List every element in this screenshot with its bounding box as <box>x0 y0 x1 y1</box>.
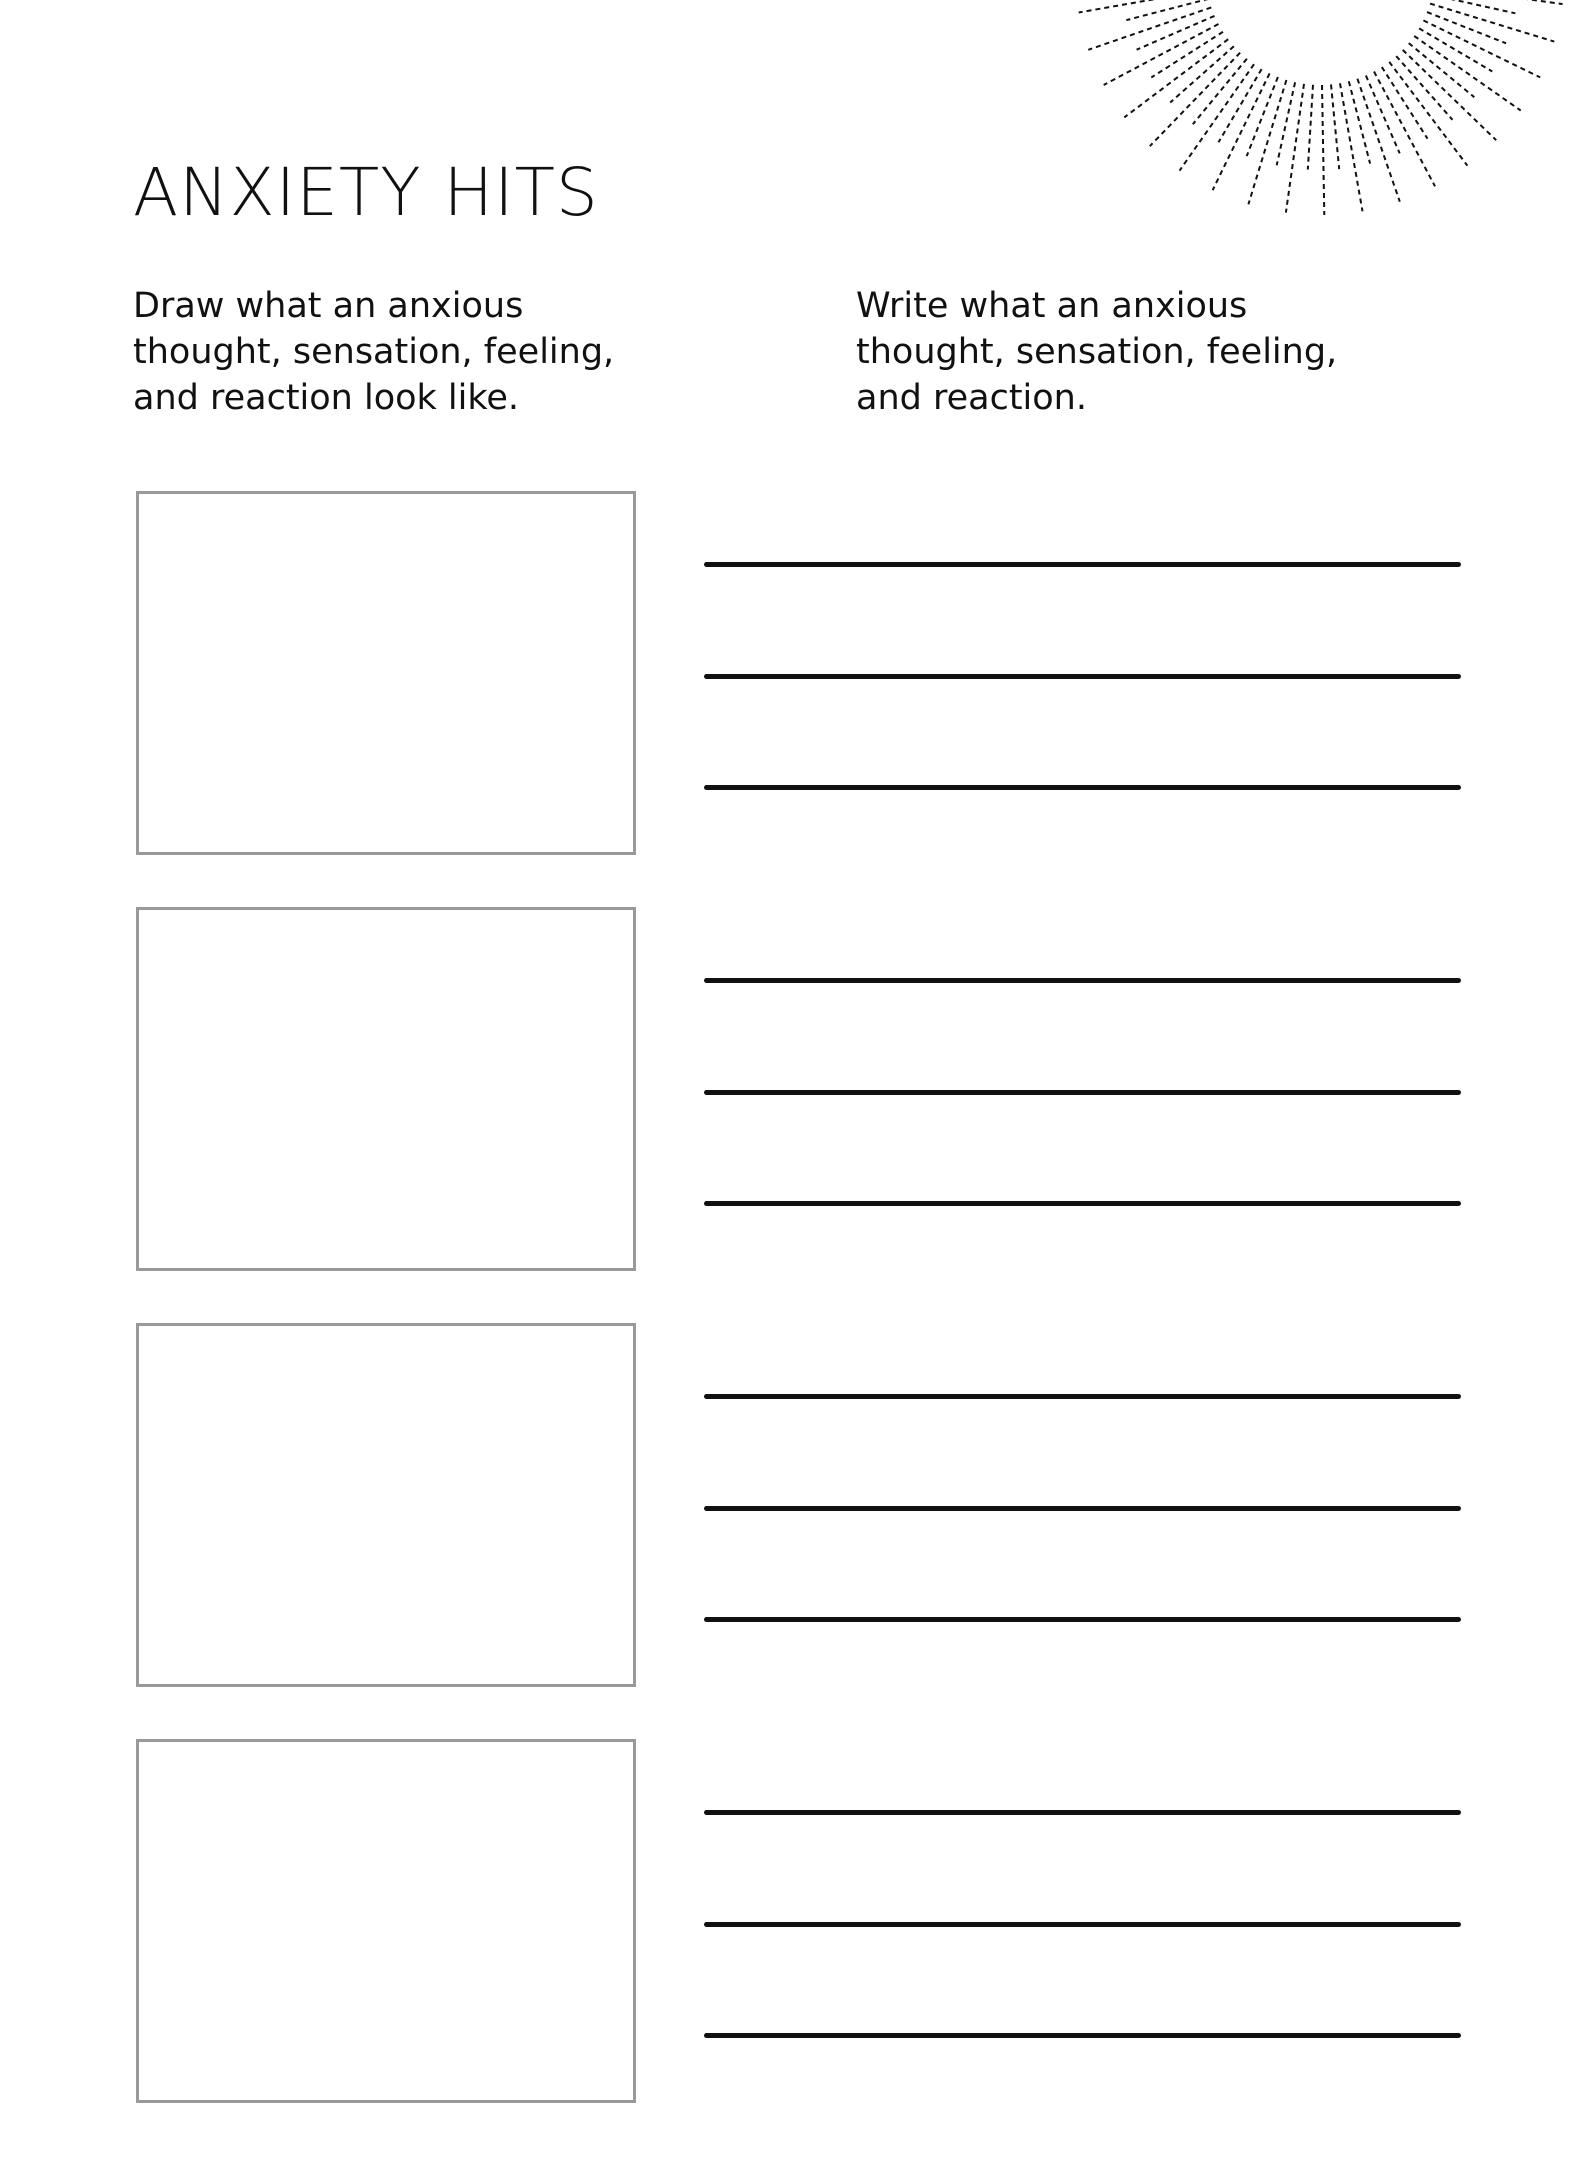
sun-ray <box>1414 36 1521 111</box>
write-instruction: Write what an anxious thought, sensation, feeling, and reaction. <box>856 286 1338 418</box>
entry-row <box>0 907 1588 1277</box>
writing-line[interactable] <box>704 1810 1461 1815</box>
sun-ray <box>1409 43 1475 97</box>
sun-ray <box>1389 62 1467 166</box>
sun-ray <box>1277 82 1295 165</box>
sun-ray <box>1432 0 1515 13</box>
sun-ray <box>1340 83 1363 211</box>
sun-ray <box>1322 85 1324 215</box>
writing-line[interactable] <box>704 562 1461 567</box>
page-title: ANXIETY HITS <box>133 154 599 231</box>
sun-ray <box>1126 0 1208 20</box>
writing-line[interactable] <box>704 785 1461 790</box>
sun-ray <box>1374 72 1435 187</box>
sun-ray <box>1213 73 1270 190</box>
sun-ray <box>1427 12 1506 43</box>
sun-ray <box>1104 24 1219 85</box>
sun-ray <box>1396 56 1452 120</box>
writing-line[interactable] <box>704 978 1461 983</box>
sun-ray <box>1248 80 1286 204</box>
drawing-area[interactable] <box>136 1739 636 2103</box>
sun-ray <box>1219 69 1262 142</box>
sun-ray <box>1150 53 1240 147</box>
sun-ray <box>1423 20 1540 77</box>
drawing-area[interactable] <box>136 1323 636 1687</box>
writing-line[interactable] <box>704 2033 1461 2038</box>
draw-instruction: Draw what an anxious thought, sensation, feeling, and reaction look like. <box>133 286 615 418</box>
sun-ray <box>1331 85 1339 170</box>
writing-line[interactable] <box>704 1090 1461 1095</box>
writing-line[interactable] <box>704 1201 1461 1206</box>
sun-ray <box>1193 59 1247 125</box>
sun-ray <box>1088 7 1211 49</box>
writing-line[interactable] <box>704 1394 1461 1399</box>
writing-line[interactable] <box>704 1506 1461 1511</box>
sun-ray <box>1079 0 1207 13</box>
entry-row <box>0 1739 1588 2109</box>
drawing-area[interactable] <box>136 491 636 855</box>
sun-ray <box>1180 64 1255 171</box>
entry-row <box>0 1323 1588 1693</box>
sun-ray <box>1286 84 1304 213</box>
sun-ray <box>1349 81 1370 163</box>
writing-line[interactable] <box>704 1617 1461 1622</box>
sun-ray <box>1137 16 1215 50</box>
writing-line[interactable] <box>704 1922 1461 1927</box>
sun-ray <box>1430 4 1554 42</box>
sun-ray <box>1308 85 1313 170</box>
sun-ray <box>1170 46 1234 102</box>
entry-row <box>0 491 1588 861</box>
sun-ray <box>1434 0 1563 4</box>
drawing-area[interactable] <box>136 907 636 1271</box>
sun-ray <box>1124 39 1228 117</box>
sun-ray <box>1366 76 1400 154</box>
sun-ray <box>1357 79 1399 202</box>
sun-ray <box>1419 28 1492 71</box>
sun-ray <box>1403 50 1497 140</box>
sun-ray <box>1247 77 1278 156</box>
writing-line[interactable] <box>704 674 1461 679</box>
